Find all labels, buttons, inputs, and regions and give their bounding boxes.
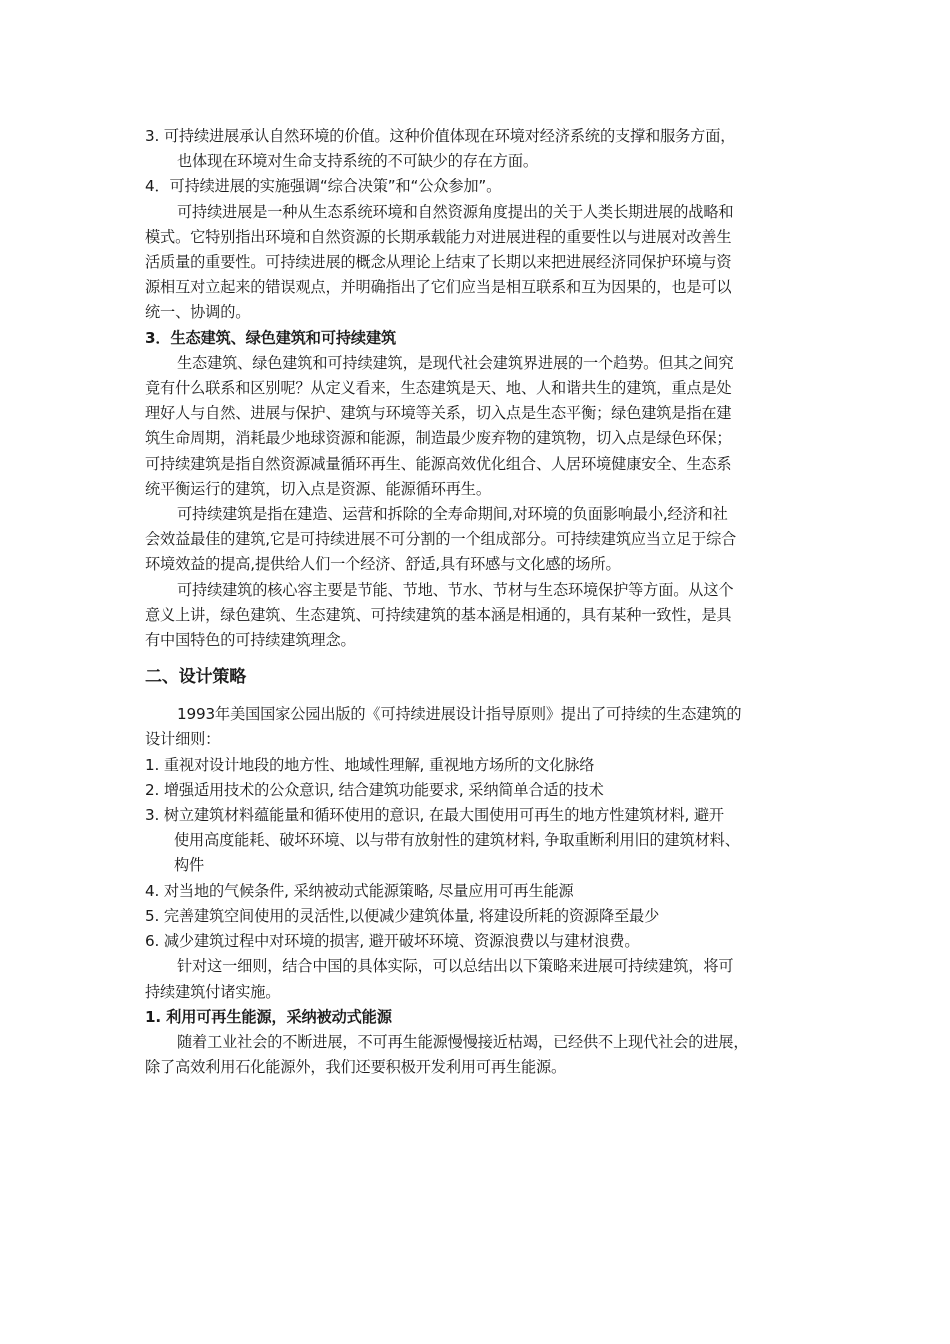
paragraph-line: 活质量的重要性。可持续进展的概念从理论上结束了长期以来把进展经济同保护环境与资 xyxy=(145,253,732,272)
paragraph-line: 竟有什么联系和区别呢？从定义看来，生态建筑是天、地、人和谐共生的建筑，重点是处 xyxy=(145,379,732,398)
paragraph-line: 生态建筑、绿色建筑和可持续建筑，是现代社会建筑界进展的一个趋势。但其之间究 xyxy=(177,353,734,372)
list-item-3-line-2: 也体现在环境对生命支持系统的不可缺少的存在方面。 xyxy=(177,152,538,171)
subsection-heading: 1. 利用可再生能源，采纳被动式能源 xyxy=(145,1007,392,1026)
paragraph-line: 环境效益的提高,提供给人们一个经济、舒适,具有环感与文化感的场所。 xyxy=(145,555,621,574)
paragraph-line: 可持续进展是一种从生态系统环境和自然资源角度提出的关于人类长期进展的战略和 xyxy=(177,202,734,221)
paragraph-line: 理好人与自然、进展与保护、建筑与环境等关系，切入点是生态平衡；绿色建筑是指在建 xyxy=(145,404,732,423)
list-item-continuation: 构件 xyxy=(174,856,205,875)
paragraph-line: 统平衡运行的建筑，切入点是资源、能源循环再生。 xyxy=(145,479,491,498)
section-heading: 二、设计策略 xyxy=(145,667,247,688)
paragraph-line: 可持续建筑是指自然资源减量循环再生、能源高效优化组合、人居环境健康安全、生态系 xyxy=(145,454,732,473)
list-item: 5. 完善建筑空间使用的灵活性,以便减少建筑体量, 将建设所耗的资源降至最少 xyxy=(145,906,660,925)
paragraph-line: 会效益最佳的建筑,它是可持续进展不可分割的一个组成部分。可持续建筑应当立足于综合 xyxy=(145,530,737,549)
paragraph-line: 1993年美国国家公园出版的《可持续进展设计指导原则》提出了可持续的生态建筑的 xyxy=(177,705,742,724)
list-item: 2. 增强适用技术的公众意识, 结合建筑功能要求, 采纳简单合适的技术 xyxy=(145,780,604,799)
paragraph-line: 模式。它特别指出环境和自然资源的长期承载能力对进展进程的重要性以与进展对改善生 xyxy=(145,227,732,246)
document-page xyxy=(145,124,810,1080)
subsection-heading: 3．生态建筑、绿色建筑和可持续建筑 xyxy=(145,328,397,347)
list-item: 3. 树立建筑材料蕴能量和循环使用的意识, 在最大围使用可再生的地方性建筑材料, 避开 xyxy=(145,806,724,825)
paragraph-line: 持续建筑付诸实施。 xyxy=(145,982,281,1001)
paragraph-line: 设计细则： xyxy=(145,730,221,749)
paragraph-line: 可持续建筑的核心容主要是节能、节地、节水、节材与生态环境保护等方面。从这个 xyxy=(177,580,734,599)
list-item-3-line-1: 3. 可持续进展承认自然环境的价值。这种价值体现在环境对经济系统的支撑和服务方面， xyxy=(145,127,736,145)
paragraph-line: 筑生命周期，消耗最少地球资源和能源，制造最少废弃物的建筑物，切入点是绿色环保； xyxy=(145,429,732,448)
paragraph-line: 可持续建筑是指在建造、运营和拆除的全寿命期间,对环境的负面影响最小,经济和社 xyxy=(177,505,728,524)
list-item: 1. 重视对设计地段的地方性、地域性理解, 重视地方场所的文化脉络 xyxy=(145,755,595,774)
paragraph-line: 除了高效利用石化能源外，我们还要积极开发利用可再生能源。 xyxy=(145,1058,567,1077)
paragraph-line: 随着工业社会的不断进展，不可再生能源慢慢接近枯竭，已经供不上现代社会的进展， xyxy=(177,1032,749,1051)
paragraph-line: 源相互对立起来的错误观点，并明确指出了它们应当是相互联系和互为因果的，也是可以 xyxy=(145,278,732,297)
list-item-4: 4．可持续进展的实施强调“综合决策”和“公众参加”。 xyxy=(145,177,502,196)
paragraph-line: 有中国特色的可持续建筑理念。 xyxy=(145,631,356,650)
list-item-continuation: 使用高度能耗、破坏环境、以与带有放射性的建筑材料, 争取重断利用旧的建筑材料、 xyxy=(174,831,740,850)
paragraph-line: 统一、协调的。 xyxy=(145,303,251,322)
list-item: 6. 减少建筑过程中对环境的损害, 避开破坏环境、资源浪费以与建材浪费。 xyxy=(145,932,640,951)
list-item: 4. 对当地的气候条件, 采纳被动式能源策略, 尽量应用可再生能源 xyxy=(145,881,574,900)
paragraph-line: 针对这一细则，结合中国的具体实际，可以总结出以下策略来进展可持续建筑，将可 xyxy=(177,957,734,976)
paragraph-line: 意义上讲，绿色建筑、生态建筑、可持续建筑的基本涵是相通的，具有某种一致性，是具 xyxy=(145,605,732,624)
